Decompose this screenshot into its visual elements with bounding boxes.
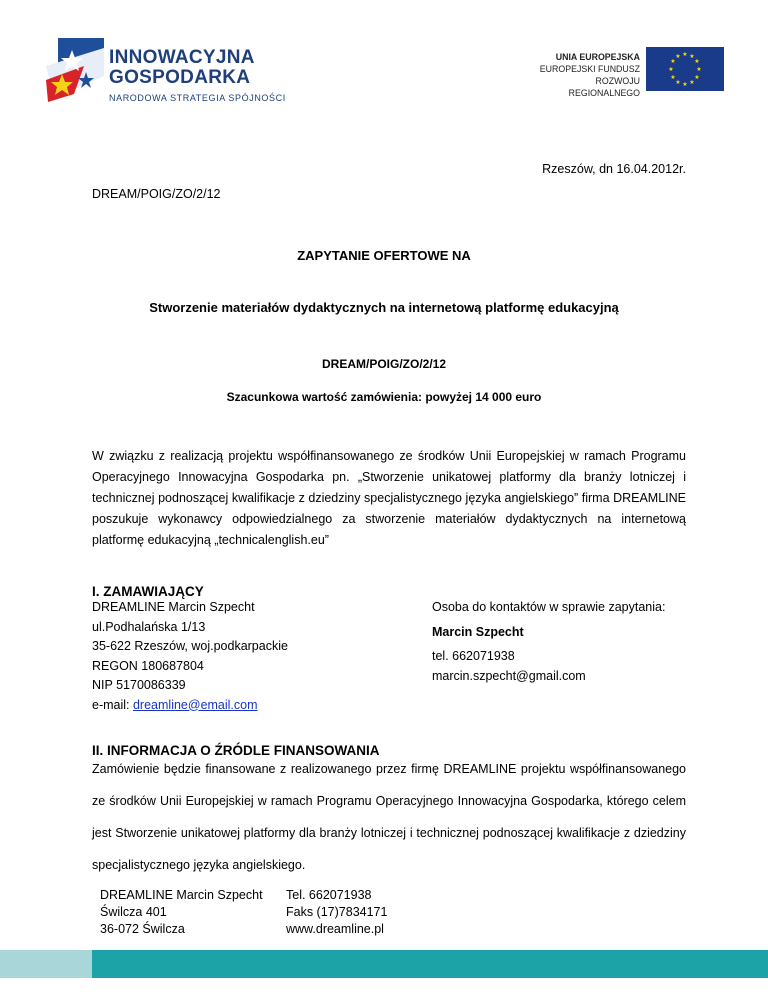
svg-text:★: ★	[689, 79, 695, 86]
section-2-heading: II. INFORMACJA O ŹRÓDLE FINANSOWANIA	[92, 743, 380, 758]
reference-bold: DREAM/POIG/ZO/2/12	[321, 357, 447, 371]
svg-text:★: ★	[694, 74, 700, 81]
eu-logo-line-3: ROZWOJU REGIONALNEGO	[568, 76, 640, 98]
orderer-details	[92, 598, 288, 715]
svg-text:★: ★	[682, 81, 688, 88]
intro-paragraph: W związku z realizacją projektu współfinansowanego ze środków Unii Europejskiej w ramach Programu Operacyjnego Innowacyjna Gospodarka pn. „Stworzenie unikatowej platformy dla branży lotniczej i technicznej podnoszącej kwalifikacje z dziedziny specjalistycznego języka angielskiego” firma DREAMLINE poszukuje wykonawcy odpowiedzialnego za stworzenie materiałów dydaktycznych na internetową platformę edukacyjną „technicalenglish.eu”	[92, 449, 686, 547]
footer-contact	[286, 887, 387, 938]
place-date: Rzeszów, dn 16.04.2012r.	[542, 162, 686, 176]
section-2-text: Zamówienie będzie finansowane z realizowanego przez firmę DREAMLINE projektu współfinansowanego ze środków Unii Europejskiej w ramach Programu Operacyjnego Innowacyjna Gospodarka, którego celem jest Stworzenie unikatowej platformy dla branży lotniczej i technicznej podnoszącej kwalifikacje z dziedziny specjalistycznego języka angielskiego.	[92, 762, 686, 872]
footer-bar-dark	[92, 950, 768, 978]
logo-line-1: INNOWACYJNA	[109, 47, 255, 68]
eu-flag-icon	[646, 47, 724, 91]
svg-text:★: ★	[675, 79, 681, 86]
document-title: ZAPYTANIE OFERTOWE NA	[297, 248, 471, 263]
logo-line-2: GOSPODARKA	[109, 67, 251, 88]
estimated-value: Szacunkowa wartość zamówienia: powyżej 14 000 euro	[226, 390, 542, 404]
orderer-email-link[interactable]: dreamline@email.com	[132, 697, 258, 712]
footer-contact-line: www.dreamline.pl	[286, 922, 384, 936]
orderer-company: DREAMLINE Marcin Szpecht	[92, 600, 255, 614]
footer-contact-line: Faks (17)7834171	[286, 905, 388, 919]
svg-text:★: ★	[689, 53, 695, 60]
eu-logo-line-1: UNIA EUROPEJSKA	[555, 52, 640, 62]
orderer-nip: NIP 5170086339	[92, 678, 186, 692]
footer-address	[100, 887, 263, 938]
svg-text:★: ★	[694, 58, 700, 65]
eu-stars-icon	[646, 47, 724, 91]
svg-text:★: ★	[668, 66, 674, 73]
footer-bar-light	[0, 950, 92, 978]
orderer-city: 35-622 Rzeszów, woj.podkarpackie	[92, 639, 288, 653]
contact-name: Marcin Szpecht	[432, 625, 524, 639]
footer-address-line: 36-072 Świlcza	[100, 922, 185, 936]
svg-text:★: ★	[675, 53, 681, 60]
section-1-heading: I. ZAMAWIAJĄCY	[92, 584, 204, 599]
svg-text:★: ★	[696, 66, 702, 73]
svg-text:★: ★	[682, 51, 688, 58]
logo-line-3: NARODOWA STRATEGIA SPÓJNOŚCI	[109, 93, 286, 103]
contact-details	[432, 647, 586, 686]
innowacyjna-gospodarka-logo	[44, 36, 294, 108]
orderer-email-line	[92, 696, 288, 716]
footer-bar	[0, 950, 768, 978]
eu-logo-text	[528, 51, 640, 99]
svg-text:★: ★	[670, 58, 676, 65]
contact-email: marcin.szpecht@gmail.com	[432, 668, 586, 683]
eu-logo-line-2: EUROPEJSKI FUNDUSZ	[539, 64, 640, 74]
stars-flag-icon	[44, 36, 106, 106]
contact-phone: tel. 662071938	[432, 649, 515, 663]
footer-address-line: DREAMLINE Marcin Szpecht	[100, 888, 263, 902]
eu-logo	[528, 47, 724, 98]
orderer-street: ul.Podhalańska 1/13	[92, 619, 206, 634]
svg-text:★: ★	[670, 74, 676, 81]
footer-contact-line: Tel. 662071938	[286, 888, 372, 902]
contact-label: Osoba do kontaktów w sprawie zapytania:	[432, 600, 666, 614]
footer-address-line: Świlcza 401	[100, 905, 167, 919]
email-label: e-mail:	[92, 697, 133, 712]
reference-number: DREAM/POIG/ZO/2/12	[92, 187, 221, 201]
document-subject: Stworzenie materiałów dydaktycznych na internetową platformę edukacyjną	[149, 300, 619, 315]
orderer-regon: REGON 180687804	[92, 658, 204, 673]
